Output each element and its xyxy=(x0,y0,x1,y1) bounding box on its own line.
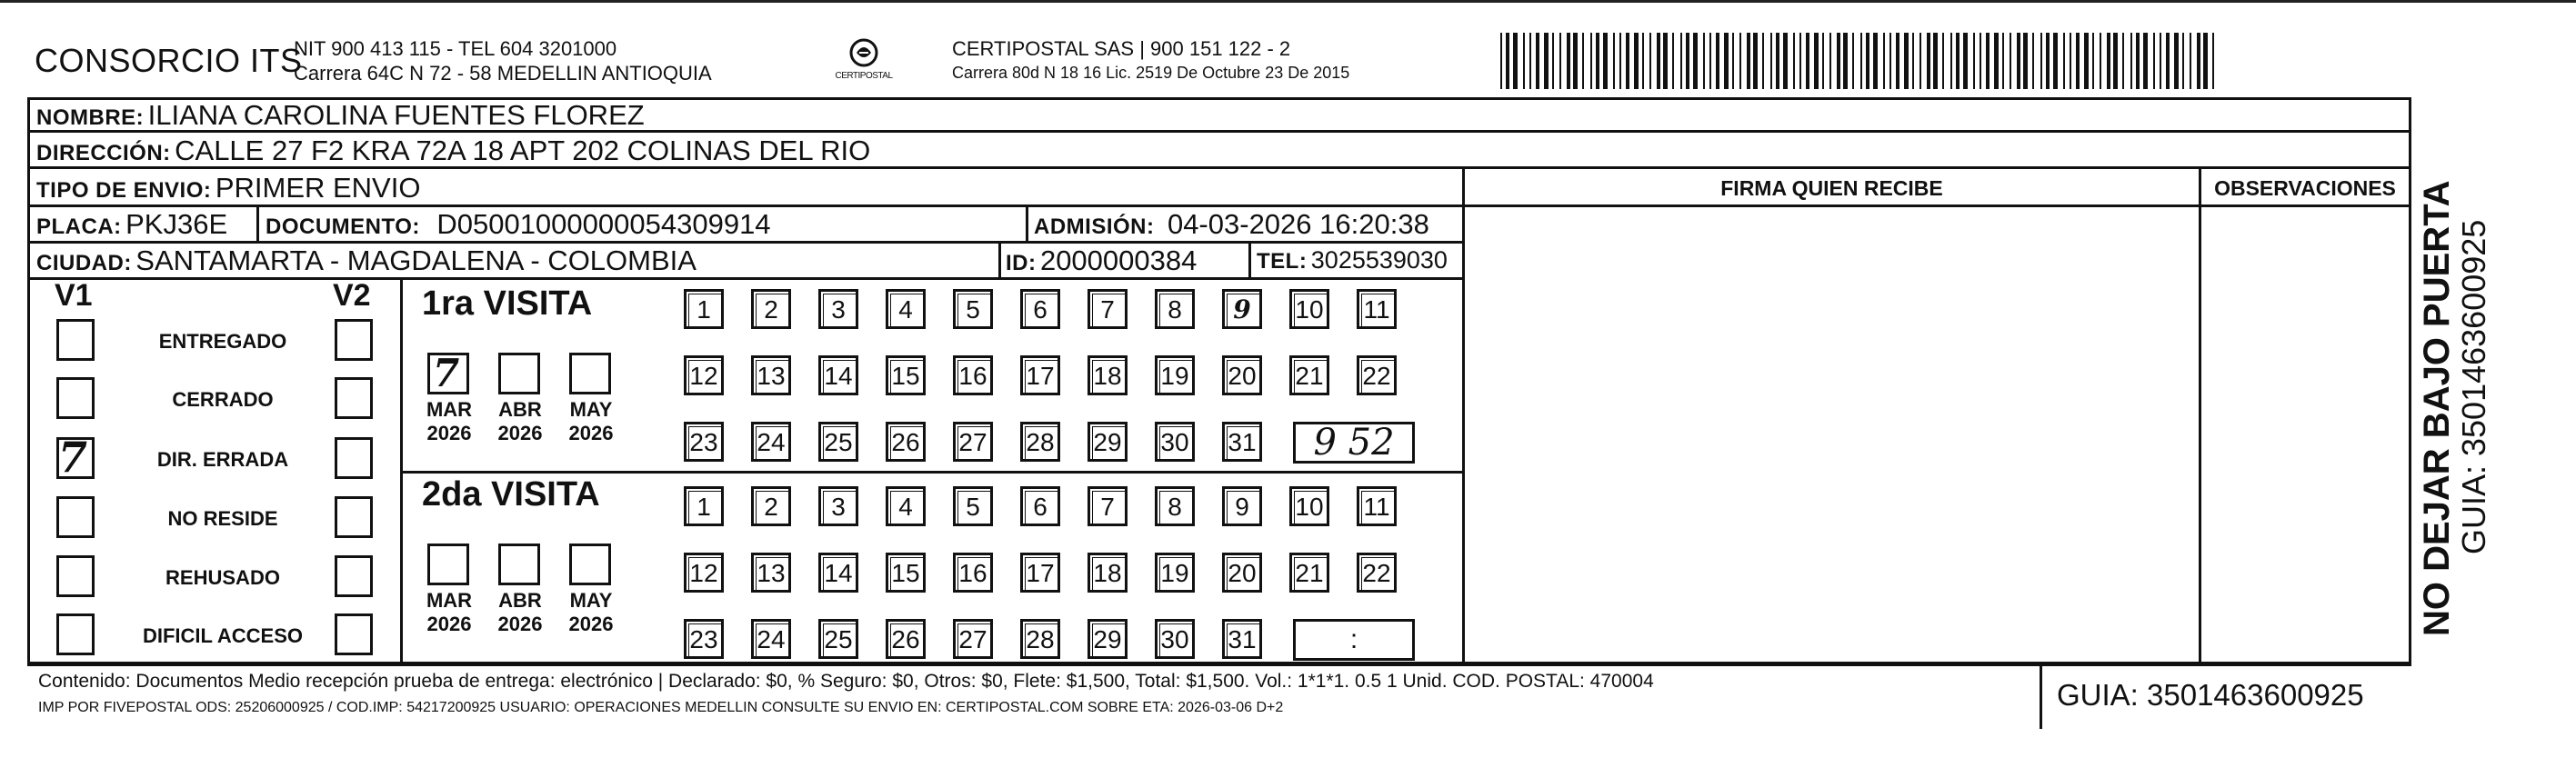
rule xyxy=(402,471,1464,474)
day-box[interactable]: 10 xyxy=(1289,289,1329,329)
ciudad-value: SANTAMARTA - MAGDALENA - COLOMBIA xyxy=(135,244,697,276)
v1-header: V1 xyxy=(55,278,93,313)
day-box[interactable]: 17 xyxy=(1020,553,1060,593)
logo-caption: CERTIPOSTAL xyxy=(835,71,893,81)
day-box[interactable]: 15 xyxy=(886,553,926,593)
status-label: NO RESIDE xyxy=(167,507,278,530)
rule xyxy=(1248,241,1251,279)
day-box[interactable]: 9 xyxy=(1222,486,1262,526)
day-box[interactable]: 18 xyxy=(1088,355,1128,395)
carrier-address: Carrera 80d N 18 16 Lic. 2519 De Octubre 23 De 2015 xyxy=(952,64,1350,82)
tel-row xyxy=(1257,246,1448,274)
visit1-title: 1ra VISITA xyxy=(422,284,593,323)
day-box[interactable]: 25 xyxy=(818,422,858,462)
placa-row xyxy=(36,208,227,241)
day-box[interactable]: 5 xyxy=(953,289,993,329)
day-box[interactable]: 4 xyxy=(886,486,926,526)
v2-checkbox[interactable] xyxy=(335,319,373,361)
nombre-row xyxy=(36,99,645,132)
day-box[interactable]: 12 xyxy=(684,355,724,395)
day-box[interactable]: 24 xyxy=(751,619,791,659)
id-row xyxy=(1006,244,1197,277)
day-box[interactable]: 24 xyxy=(751,422,791,462)
status-label: DIFICIL ACCESO xyxy=(142,624,303,647)
day-box[interactable]: 19 xyxy=(1155,553,1195,593)
day-box[interactable]: 7 xyxy=(1088,289,1128,329)
company-name: CONSORCIO ITS xyxy=(35,42,303,79)
month-checkbox[interactable] xyxy=(569,544,611,585)
nombre-label: NOMBRE: xyxy=(36,105,145,130)
day-box[interactable]: 2 xyxy=(751,289,791,329)
side-notice: NO DEJAR BAJO PUERTA xyxy=(2417,180,2457,636)
rule xyxy=(27,662,2411,664)
day-box[interactable]: 25 xyxy=(818,619,858,659)
month-checkbox[interactable] xyxy=(498,353,540,394)
day-box[interactable]: 21 xyxy=(1289,355,1329,395)
year-label: 2026 xyxy=(497,613,543,635)
tel-label: TEL: xyxy=(1257,249,1308,274)
footer-contenido: Contenido: Documentos Medio recepción prueba de entrega: electrónico | Declarado: $0, % Seguro: $0, Otros: $0, Flete: $1,500, Total: $1,500. Vol.: 1*1*1. 0.5 1 Unid. COD. POSTAL: 470004 xyxy=(38,671,1654,692)
status-label: ENTREGADO xyxy=(158,330,287,353)
documento-row xyxy=(266,208,771,241)
ciudad-row xyxy=(36,244,697,277)
tipo-envio-row xyxy=(36,172,420,204)
v1-checkbox[interactable] xyxy=(56,613,95,655)
year-label: 2026 xyxy=(568,613,614,635)
month-label: ABR xyxy=(498,398,542,421)
day-box[interactable]: 12 xyxy=(684,553,724,593)
ciudad-label: CIUDAD: xyxy=(36,251,132,275)
month-label: MAY xyxy=(569,398,613,421)
month-checkbox[interactable] xyxy=(427,544,469,585)
year-label: 2026 xyxy=(497,422,543,444)
direccion-row xyxy=(36,135,870,167)
day-box[interactable]: 27 xyxy=(953,619,993,659)
v2-checkbox[interactable] xyxy=(335,377,373,419)
footer-guia: GUIA: 3501463600925 xyxy=(2057,678,2364,712)
carrier-name: CERTIPOSTAL SAS | 900 151 122 - 2 xyxy=(952,37,1291,60)
day-box[interactable]: 1 xyxy=(684,486,724,526)
day-box[interactable]: 26 xyxy=(886,619,926,659)
v1-checkbox[interactable] xyxy=(56,319,95,361)
day-box[interactable]: 28 xyxy=(1020,619,1060,659)
day-box[interactable]: 29 xyxy=(1088,422,1128,462)
day-box[interactable]: 1 xyxy=(684,289,724,329)
direccion-label: DIRECCIÓN: xyxy=(36,141,171,165)
time-box[interactable]: 9 52 xyxy=(1293,422,1415,464)
barcode xyxy=(1500,33,2223,89)
day-box[interactable]: 31 xyxy=(1222,422,1262,462)
tipo-envio-value: PRIMER ENVIO xyxy=(215,172,421,204)
day-box[interactable]: 3 xyxy=(818,289,858,329)
status-label: REHUSADO xyxy=(165,566,280,589)
day-box[interactable]: 23 xyxy=(684,619,724,659)
day-box[interactable]: 28 xyxy=(1020,422,1060,462)
tipo-envio-label: TIPO DE ENVIO: xyxy=(36,178,212,203)
certipostal-logo xyxy=(832,35,896,89)
rule xyxy=(400,277,403,663)
admision-value: 04-03-2026 16:20:38 xyxy=(1167,208,1429,240)
day-box[interactable]: 18 xyxy=(1088,553,1128,593)
v2-checkbox[interactable] xyxy=(335,613,373,655)
day-box[interactable]: 31 xyxy=(1222,619,1262,659)
v2-checkbox[interactable] xyxy=(335,496,373,538)
day-box[interactable]: 8 xyxy=(1155,289,1195,329)
day-box[interactable]: 3 xyxy=(818,486,858,526)
tel-value: 3025539030 xyxy=(1310,246,1448,274)
checkmark-icon: 7 xyxy=(58,433,88,482)
v1-checkbox[interactable] xyxy=(56,555,95,597)
nombre-value: ILIANA CAROLINA FUENTES FLOREZ xyxy=(147,99,645,131)
side-guia: GUIA: 3501463600925 xyxy=(2455,219,2492,554)
day-box[interactable]: 23 xyxy=(684,422,724,462)
month-checkbox[interactable] xyxy=(569,353,611,394)
day-box[interactable]: 16 xyxy=(953,553,993,593)
v2-checkbox[interactable] xyxy=(335,437,373,479)
placa-value: PKJ36E xyxy=(125,208,228,240)
year-label: 2026 xyxy=(426,613,472,635)
year-label: 2026 xyxy=(568,422,614,444)
status-label: DIR. ERRADA xyxy=(156,448,289,471)
documento-value: D05001000000054309914 xyxy=(436,208,771,240)
day-box[interactable]: 4 xyxy=(886,289,926,329)
footer-imp: IMP POR FIVEPOSTAL ODS: 25206000925 / COD.IMP: 54217200925 USUARIO: OPERACIONES MEDELLIN CONSULTE SU ENVIO EN: CERTIPOSTAL.COM SOBRE ETA: 2026-03-06 D+2 xyxy=(38,700,1284,715)
company-nit-tel: NIT 900 413 115 - TEL 604 3201000 xyxy=(294,37,617,60)
month-checkbox[interactable] xyxy=(498,544,540,585)
day-box[interactable]: 6 xyxy=(1020,486,1060,526)
day-box[interactable]: 30 xyxy=(1155,422,1195,462)
day-box[interactable]: 13 xyxy=(751,553,791,593)
day-box[interactable]: 6 xyxy=(1020,289,1060,329)
visit2-title: 2da VISITA xyxy=(422,475,600,514)
v2-header: V2 xyxy=(333,278,371,313)
month-label: MAY xyxy=(569,589,613,612)
month-label: ABR xyxy=(498,589,542,612)
observaciones-header: OBSERVACIONES xyxy=(2214,176,2396,200)
firma-header: FIRMA QUIEN RECIBE xyxy=(1720,176,1943,200)
day-box[interactable]: 5 xyxy=(953,486,993,526)
id-value: 2000000384 xyxy=(1039,244,1198,276)
rule xyxy=(27,204,1464,207)
day-box[interactable]: 16 xyxy=(953,355,993,395)
observations-area[interactable] xyxy=(2201,207,2409,662)
id-label: ID: xyxy=(1006,251,1037,275)
day-box[interactable]: 17 xyxy=(1020,355,1060,395)
day-box[interactable]: 29 xyxy=(1088,619,1128,659)
day-box[interactable]: 22 xyxy=(1357,355,1397,395)
day-box[interactable]: 21 xyxy=(1289,553,1329,593)
day-box[interactable]: 2 xyxy=(751,486,791,526)
day-box[interactable]: 15 xyxy=(886,355,926,395)
month-label: MAR xyxy=(426,589,473,612)
rule xyxy=(1026,204,1028,243)
placa-label: PLACA: xyxy=(36,214,122,239)
top-rule xyxy=(0,0,2576,3)
day-box[interactable]: 22 xyxy=(1357,553,1397,593)
day-box[interactable]: 14 xyxy=(818,553,858,593)
checkmark-icon: 7 xyxy=(433,351,460,395)
day-box[interactable]: 13 xyxy=(751,355,791,395)
company-address: Carrera 64C N 72 - 58 MEDELLIN ANTIOQUIA xyxy=(294,62,712,85)
time-box[interactable]: : xyxy=(1293,619,1415,661)
day-box[interactable]: 10 xyxy=(1289,486,1329,526)
year-label: 2026 xyxy=(426,422,472,444)
v2-checkbox[interactable] xyxy=(335,555,373,597)
admision-label: ADMISIÓN: xyxy=(1034,214,1155,239)
day-box[interactable]: 20 xyxy=(1222,553,1262,593)
day-box[interactable]: 27 xyxy=(953,422,993,462)
day-box[interactable]: 7 xyxy=(1088,486,1128,526)
day-box[interactable]: 30 xyxy=(1155,619,1195,659)
v1-checkbox[interactable] xyxy=(56,496,95,538)
rule xyxy=(998,241,1001,279)
month-label: MAR xyxy=(426,398,473,421)
day-box[interactable]: 14 xyxy=(818,355,858,395)
rule xyxy=(256,204,259,243)
day-box[interactable]: 26 xyxy=(886,422,926,462)
day-box[interactable]: 9 xyxy=(1222,289,1262,329)
v1-checkbox[interactable] xyxy=(56,377,95,419)
day-box[interactable]: 11 xyxy=(1357,289,1397,329)
documento-label: DOCUMENTO: xyxy=(266,214,420,239)
status-label: CERRADO xyxy=(172,388,274,411)
signature-area[interactable] xyxy=(1465,207,2199,662)
rule xyxy=(2040,662,2042,729)
admision-row xyxy=(1034,208,1429,241)
day-box[interactable]: 11 xyxy=(1357,486,1397,526)
day-box[interactable]: 20 xyxy=(1222,355,1262,395)
day-box[interactable]: 19 xyxy=(1155,355,1195,395)
direccion-value: CALLE 27 F2 KRA 72A 18 APT 202 COLINAS DEL RIO xyxy=(175,135,871,166)
day-box[interactable]: 8 xyxy=(1155,486,1195,526)
